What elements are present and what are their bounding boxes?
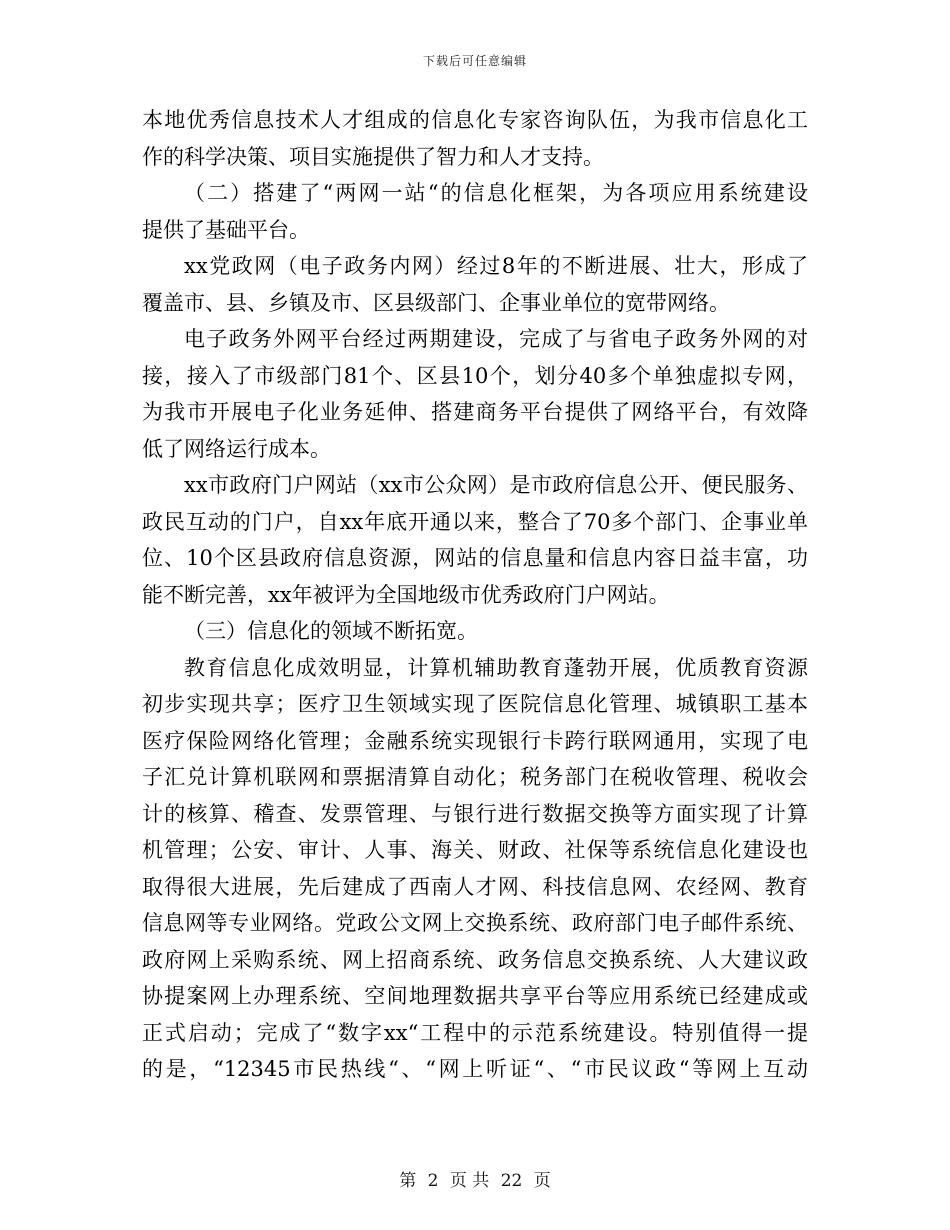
text-line: 接，接入了市级部门81个、区县10个，划分40多个单独虚拟专网， <box>142 363 808 388</box>
text-line: 位、10个区县政府信息资源，网站的信息量和信息内容日益丰富，功 <box>142 546 808 570</box>
header-note: 下载后可任意编辑 <box>422 54 527 68</box>
text-line: 医疗保险网络化管理；金融系统实现银行卡跨行联网通用，实现了电 <box>142 728 808 753</box>
footer-prefix: 第 <box>399 1171 417 1191</box>
footer-total-pages: 22 <box>500 1171 523 1191</box>
text-line: 覆盖市、县、乡镇及市、区县级部门、企事业单位的宽带网络。 <box>142 290 730 315</box>
text-line: xx市政府门户网站（xx市公众网）是市政府信息公开、便民服务、 <box>184 473 808 497</box>
text-line: 的是，“12345市民热线“、“网上听证“、“市民议政“等网上互动 <box>142 1057 808 1081</box>
text-line: 计的核算、稽查、发票管理、与银行进行数据交换等方面实现了计算 <box>142 801 808 826</box>
footer-page-number: 2 <box>427 1171 439 1191</box>
text-line: 协提案网上办理系统、空间地理数据共享平台等应用系统已经建成或 <box>142 984 808 1008</box>
text-line: xx党政网（电子政务内网）经过8年的不断进展、壮大，形成了 <box>184 254 808 278</box>
text-line: 作的科学决策、项目实施提供了智力和人才支持。 <box>142 144 604 169</box>
text-line: 初步实现共享；医疗卫生领域实现了医院信息化管理、城镇职工基本 <box>142 692 808 716</box>
text-line: 取得很大进展，先后建成了西南人才网、科技信息网、农经网、教育 <box>142 874 808 899</box>
text-line: 电子政务外网平台经过两期建设，完成了与省电子政务外网的对 <box>184 327 808 351</box>
text-line: 政府网上采购系统、网上招商系统、政务信息交换系统、人大建议政 <box>142 947 808 972</box>
footer-suffix: 页 <box>533 1171 551 1191</box>
text-line: 本地优秀信息技术人才组成的信息化专家咨询队伍，为我市信息化工 <box>142 108 808 132</box>
text-line: （二）搭建了“两网一站“的信息化框架，为各项应用系统建设 <box>184 181 808 205</box>
text-line: 机管理；公安、审计、人事、海关、财政、社保等系统信息化建设也 <box>142 838 808 862</box>
text-line: 政民互动的门户，自xx年底开通以来，整合了70多个部门、企事业单 <box>142 509 808 534</box>
page-footer <box>0 1166 950 1191</box>
text-line: 为我市开展电子化业务延伸、搭建商务平台提供了网络平台，有效降 <box>142 400 808 424</box>
text-line: 低了网络运行成本。 <box>142 436 331 461</box>
text-line: 正式启动；完成了“数字xx“工程中的示范系统建设。特别值得一提 <box>142 1020 808 1045</box>
text-line: 提供了基础平台。 <box>142 217 310 242</box>
body-text <box>142 102 808 1088</box>
text-line: 能不断完善，xx年被评为全国地级市优秀政府门户网站。 <box>142 582 670 607</box>
text-line: （三）信息化的领域不断拓宽。 <box>184 619 478 643</box>
footer-middle: 页 共 <box>449 1171 490 1191</box>
text-line: 教育信息化成效明显，计算机辅助教育蓬勃开展，优质教育资源 <box>184 655 808 680</box>
text-line: 信息网等专业网络。党政公文网上交换系统、政府部门电子邮件系统、 <box>142 911 808 935</box>
text-line: 子汇兑计算机联网和票据清算自动化；税务部门在税收管理、税收会 <box>142 765 808 789</box>
